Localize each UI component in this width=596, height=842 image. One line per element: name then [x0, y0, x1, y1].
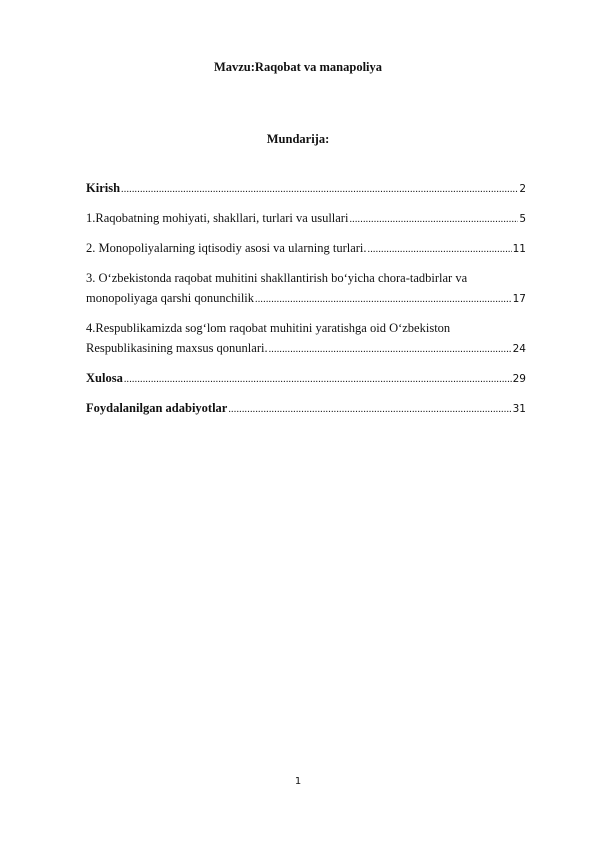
toc-entry-title-line: monopoliyaga qarshi qonunchilik [86, 291, 255, 305]
toc-page-number: 24 [512, 343, 526, 355]
toc-entry-section-1[interactable] [86, 208, 526, 230]
toc-entry-kirish[interactable] [86, 178, 526, 200]
toc-entry-title: Foydalanilgan adabiyotlar [86, 401, 228, 415]
dot-leader [269, 340, 512, 360]
toc-entry-section-2[interactable] [86, 238, 526, 260]
toc-entry-title-line: 4.Respublikamizda sog‘lom raqobat muhitini yaratishga oid O‘zbekiston [86, 321, 451, 335]
toc-page-number: 2 [519, 183, 526, 195]
dot-leader [121, 180, 518, 200]
toc-entry-title: 1.Raqobatning mohiyati, shakllari, turlari va usullari [86, 211, 349, 225]
dot-leader [228, 400, 511, 420]
toc-page-number: 31 [512, 403, 526, 415]
dot-leader [349, 210, 518, 230]
toc-entry-title: Xulosa [86, 371, 123, 385]
page-number: 1 [294, 776, 302, 787]
table-of-contents [86, 178, 526, 420]
toc-page-number: 5 [519, 213, 526, 225]
dot-leader [255, 290, 512, 310]
toc-entry-adabiyotlar[interactable] [86, 398, 526, 420]
document-title: Mavzu:Raqobat va manapoliya [213, 60, 383, 74]
toc-entry-section-4[interactable] [86, 318, 526, 360]
toc-heading: Mundarija: [266, 132, 330, 146]
toc-page-number: 17 [512, 293, 526, 305]
dot-leader [124, 370, 512, 390]
toc-entry-title-line: Respublikasining maxsus qonunlari. [86, 341, 268, 355]
toc-entry-section-3[interactable] [86, 268, 526, 310]
toc-entry-title: Kirish [86, 181, 121, 195]
toc-entry-title: 2. Monopoliyalarning iqtisodiy asosi va ularning turlari. [86, 241, 367, 255]
toc-page-number: 29 [512, 373, 526, 385]
toc-entry-title-line: 3. O‘zbekistonda raqobat muhitini shakllantirish bo‘yicha chora-tadbirlar va [86, 271, 468, 285]
toc-entry-xulosa[interactable] [86, 368, 526, 390]
toc-page-number: 11 [512, 243, 526, 255]
dot-leader [368, 240, 512, 260]
